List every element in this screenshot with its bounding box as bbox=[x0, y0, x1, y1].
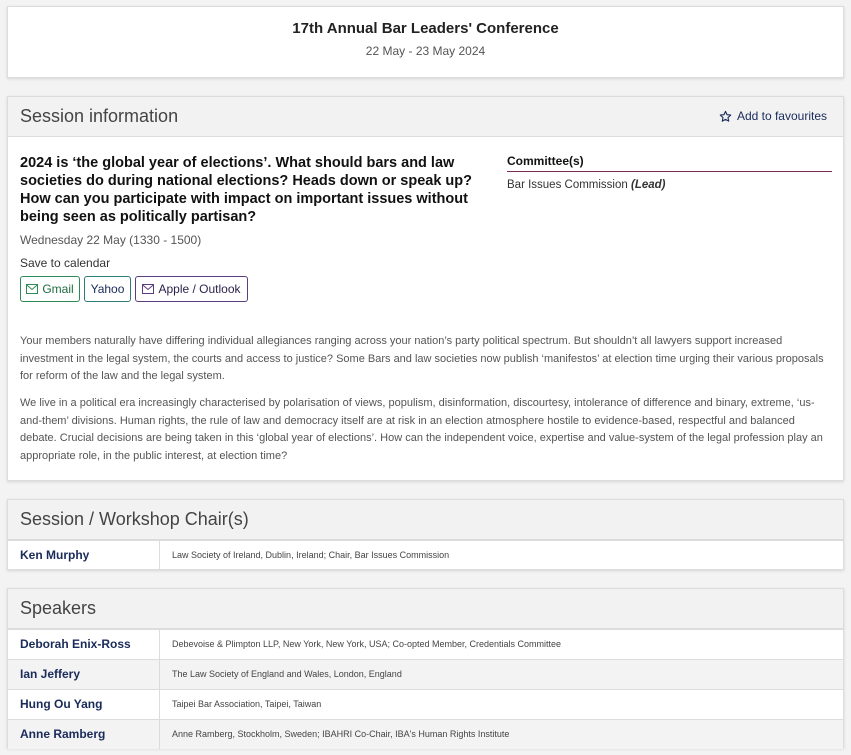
person-name-link[interactable]: Ian Jeffery bbox=[20, 667, 81, 681]
speakers-header bbox=[8, 589, 843, 629]
person-name-link[interactable]: Hung Ou Yang bbox=[20, 697, 103, 711]
chairs-header bbox=[8, 500, 843, 540]
section-title: Speakers bbox=[20, 598, 97, 618]
column-divider bbox=[159, 541, 160, 570]
column-divider bbox=[159, 630, 160, 659]
session-info-panel bbox=[7, 96, 844, 481]
apple-outlook-label: Apple / Outlook bbox=[158, 282, 241, 296]
add-to-favourites-label: Add to favourites bbox=[736, 109, 827, 123]
person-row bbox=[8, 689, 843, 719]
person-affiliation: Anne Ramberg, Stockholm, Sweden; IBAHRI Co-Chair, IBA's Human Rights Institute bbox=[172, 729, 510, 739]
person-affiliation: The Law Society of England and Wales, London, England bbox=[172, 669, 402, 679]
envelope-icon bbox=[142, 284, 154, 294]
person-row bbox=[8, 629, 843, 659]
person-affiliation: Debevoise & Plimpton LLP, New York, New York, USA; Co-opted Member, Credentials Committee bbox=[172, 639, 562, 649]
session-info-header bbox=[8, 97, 843, 137]
conference-title: 17th Annual Bar Leaders' Conference bbox=[292, 20, 559, 37]
yahoo-calendar-button[interactable] bbox=[84, 276, 131, 302]
person-row bbox=[8, 719, 843, 749]
session-chairs-panel bbox=[7, 499, 844, 570]
column-divider bbox=[159, 660, 160, 689]
speakers-panel bbox=[7, 588, 844, 748]
person-name-link[interactable]: Deborah Enix-Ross bbox=[20, 637, 131, 651]
committee-role: (Lead) bbox=[631, 179, 666, 191]
envelope-icon bbox=[26, 284, 38, 294]
person-row bbox=[8, 540, 843, 570]
save-to-calendar-label: Save to calendar bbox=[20, 256, 111, 270]
person-affiliation: Law Society of Ireland, Dublin, Ireland; Chair, Bar Issues Commission bbox=[172, 550, 450, 560]
person-name-link[interactable]: Ken Murphy bbox=[20, 548, 90, 562]
section-title: Session / Workshop Chair(s) bbox=[20, 509, 249, 529]
column-divider bbox=[159, 720, 160, 749]
gmail-label: Gmail bbox=[42, 282, 74, 296]
session-title: 2024 is ‘the global year of elections’. What should bars and law societies do during national elections? Heads down or speak up? How can you participate with impact on important issues without being seen as politically partisan? bbox=[20, 155, 472, 225]
person-affiliation: Taipei Bar Association, Taipei, Taiwan bbox=[172, 699, 322, 709]
yahoo-label: Yahoo bbox=[90, 282, 125, 296]
session-time: Wednesday 22 May (1330 - 1500) bbox=[20, 233, 202, 247]
committees-heading: Committee(s) bbox=[507, 154, 832, 172]
conference-dates: 22 May - 23 May 2024 bbox=[365, 44, 486, 58]
session-description-paragraph: Your members naturally have differing individual allegiances ranging across your nation’s party political spectrum. But shouldn’t all lawyers support increased investment in the legal system, the courts and access to justice? Some Bars and law societies now publish ‘manifestos’ at election time urging their various proposals for reform of the law and the legal system. bbox=[20, 335, 824, 382]
person-row bbox=[8, 659, 843, 689]
person-name-link[interactable]: Anne Ramberg bbox=[20, 727, 106, 741]
conference-header bbox=[7, 6, 844, 78]
star-outline-icon bbox=[719, 110, 732, 123]
apple-outlook-calendar-button[interactable] bbox=[135, 276, 248, 302]
committee-name: Bar Issues Commission bbox=[507, 179, 628, 191]
gmail-calendar-button[interactable] bbox=[20, 276, 80, 302]
committee-entry bbox=[507, 179, 666, 191]
column-divider bbox=[159, 690, 160, 719]
session-description-paragraph: We live in a political era increasingly characterised by polarisation of views, populism, disinformation, discourtesy, intolerance of difference and binary, extreme, ‘us-and-them’ divisions. Human rights, the rule of law and democracy itself are at risk in an election atmosphere hostile to evidence-based, respectful and balanced debate. Crucial decisions are being taken in this ‘global year of elections’. How can the independent voice, expertise and value-system of the legal profession play an appropriate role, in the public interest, at election time? bbox=[20, 397, 823, 462]
section-title: Session information bbox=[20, 106, 179, 126]
add-to-favourites-button[interactable] bbox=[719, 109, 827, 123]
